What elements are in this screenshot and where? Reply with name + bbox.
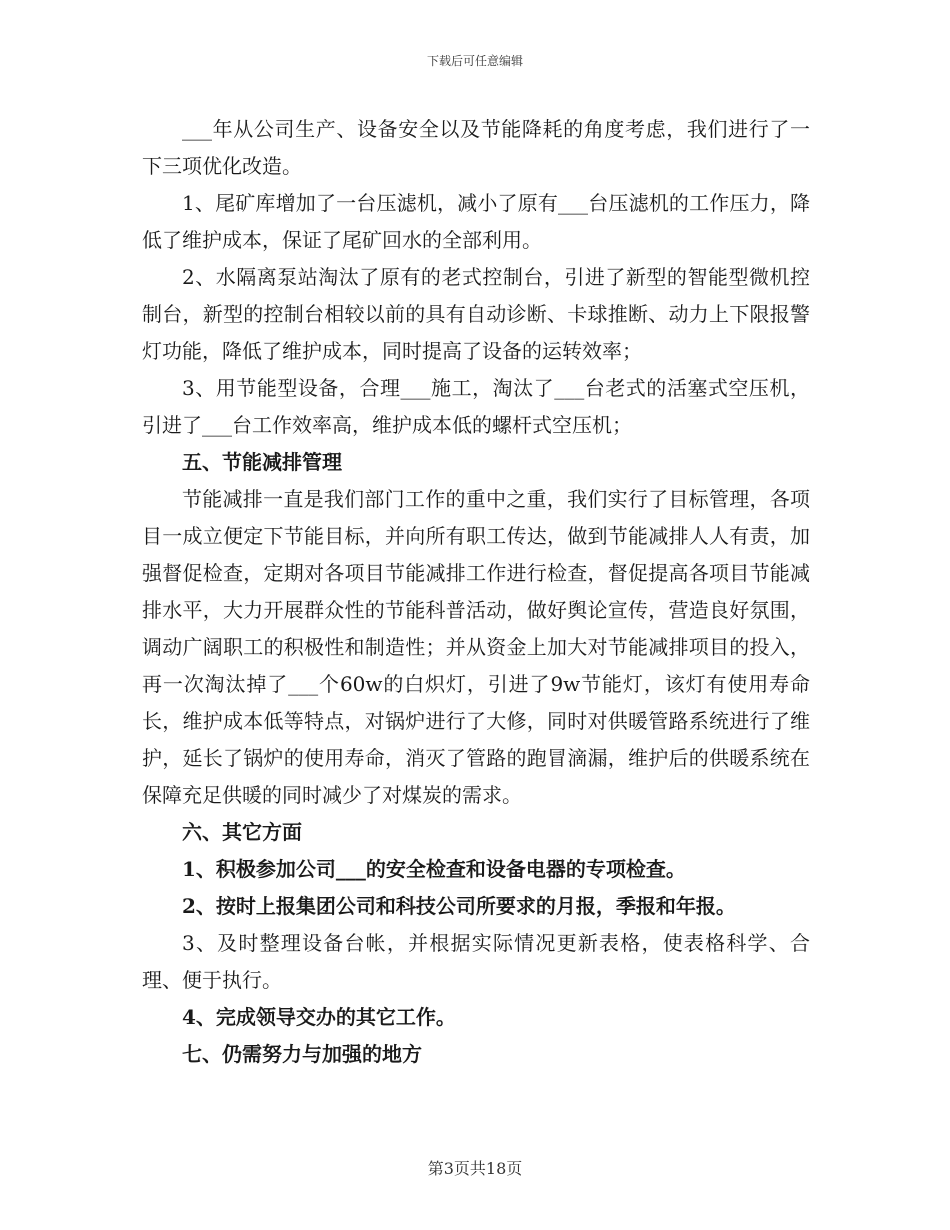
paragraph-intro: ___年从公司生产、设备安全以及节能降耗的角度考虑，我们进行了一下三项优化改造。 — [142, 117, 810, 178]
paragraph-energy-saving: 节能减排一直是我们部门工作的重中之重，我们实行了目标管理，各项目一成立便定下节能目标，并向所有职工传达，做到节能减排人人有责，加强督促检查，定期对各项目节能减排工作进行检查，督促提高各项目节能减排水平，大力开展群众性的节能科普活动，做好舆论宣传，营造良好氛围，调动广阔职工的积极性和制造性；并从资金上加大对节能减排项目的投入，再一次淘汰掉了___个60w的白炽灯，引进了9w节能灯，该灯有使用寿命长，维护成本低等特点，对锅炉进行了大修，同时对供暖管路系统进行了维护，延长了锅炉的使用寿命，消灭了管路的跑冒滴漏，维护后的供暖系统在保障充足供暖的同时减少了对煤炭的需求。 — [142, 487, 810, 807]
paragraph-item-3: 3、用节能型设备，合理___施工，淘汰了___台老式的活塞式空压机，引进了___台工作效率高，维护成本低的螺杆式空压机； — [142, 376, 810, 437]
page-footer: 第3页共18页 — [427, 1159, 523, 1178]
page-header: 下载后可任意编辑 — [426, 54, 523, 68]
paragraph-item-1: 1、尾矿库增加了一台压滤机，减小了原有___台压滤机的工作压力，降低了维护成本，保证了尾矿回水的全部利用。 — [142, 191, 810, 252]
section-heading-6: 六、其它方面 — [182, 820, 302, 844]
paragraph-other-2: 2、按时上报集团公司和科技公司所要求的月报，季报和年报。 — [182, 894, 736, 918]
paragraph-item-2: 2、水隔离泵站淘汰了原有的老式控制台，引进了新型的智能型微机控制台，新型的控制台相较以前的具有自动诊断、卡球推断、动力上下限报警灯功能，降低了维护成本，同时提高了设备的运转效率； — [142, 265, 810, 363]
paragraph-other-3: 3、及时整理设备台帐，并根据实际情况更新表格，使表格科学、合理、便于执行。 — [142, 931, 810, 992]
document-body — [142, 111, 810, 1073]
paragraph-other-1: 1、积极参加公司___的安全检查和设备电器的专项检查。 — [182, 857, 686, 881]
section-heading-7: 七、仍需努力与加强的地方 — [182, 1042, 422, 1066]
paragraph-other-4: 4、完成领导交办的其它工作。 — [182, 1005, 456, 1029]
section-heading-5: 五、节能减排管理 — [182, 450, 342, 474]
